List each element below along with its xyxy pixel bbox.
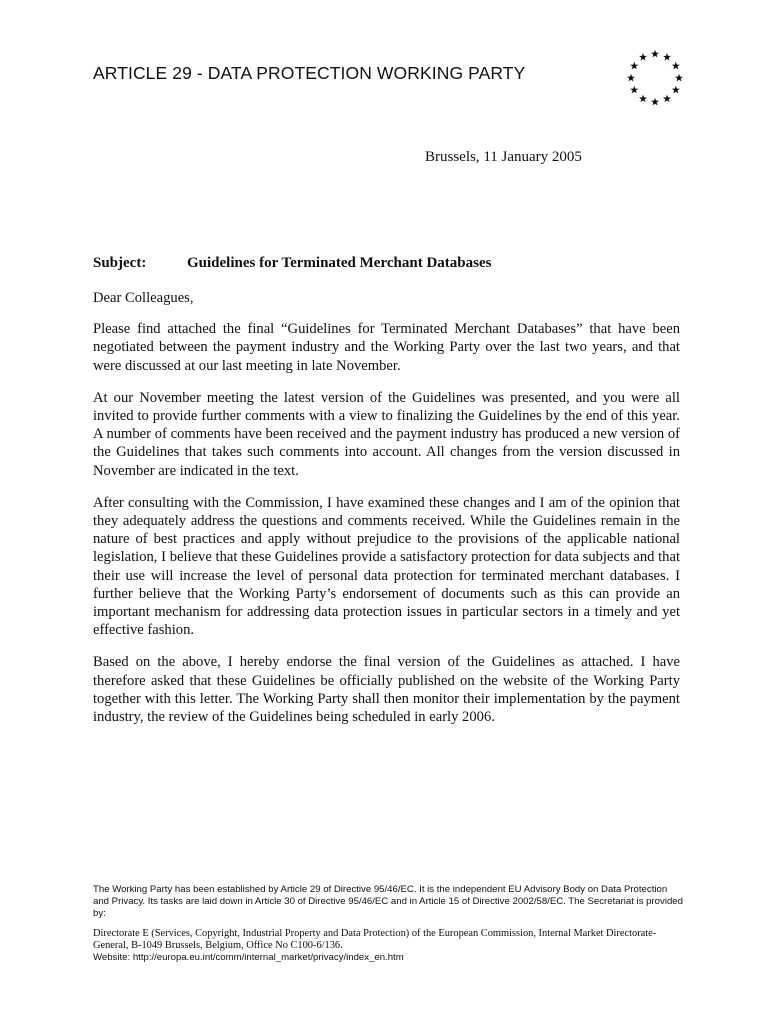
star-icon	[663, 95, 671, 103]
subject-line	[93, 255, 491, 272]
greeting: Dear Colleagues,	[93, 290, 194, 306]
paragraph-2: At our November meeting the latest version of the Guidelines was presented, and you were all invited to provide further comments with a view to finalizing the Guidelines by the end of this year. A number of comments have been received and the payment industry has produced a new version of the Guidelines that takes such comments into account. All changes from the version discussed in November are indicated in the text.	[93, 389, 680, 479]
footer-establishment: The Working Party has been established by Article 29 of Directive 95/46/EC. It is the independent EU Advisory Body on Data Protection and Privacy. Its tasks are laid down in Article 30 of Directive 95/46/EC and in Article 15 of Directive 2002/58/EC. The Secretariat is provided by:	[93, 884, 683, 920]
letter-body	[93, 289, 680, 740]
star-icon	[675, 74, 683, 82]
star-icon	[639, 53, 647, 61]
star-icon	[651, 50, 659, 58]
star-icon	[672, 86, 680, 94]
paragraph-3: After consulting with the Commission, I have examined these changes and I am of the opinion that they adequately address the questions and comments received. While the Guidelines remain in the nature of best practices and apply without prejudice to the provisions of the applicable national legislation, I believe that these Guidelines provide a satisfactory protection for data subjects and that their use will increase the level of personal data protection for terminated merchant databases. I further believe that the Working Party’s endorsement of documents such as this can provide an important mechanism for addressing data protection issues in particular sectors in a timely and yet effective fashion.	[93, 494, 680, 639]
footer-website: Website: http://europa.eu.int/comm/internal_market/privacy/index_en.htm	[93, 952, 404, 964]
star-icon	[639, 95, 647, 103]
footer-directorate: Directorate E (Services, Copyright, Industrial Property and Data Protection) of the European Commission, Internal Market Directorate-General, B-1049 Brussels, Belgium, Office No C100-6/136.	[93, 927, 657, 951]
star-icon	[663, 53, 671, 61]
star-icon	[630, 62, 638, 70]
paragraph-4: Based on the above, I hereby endorse the final version of the Guidelines as attached. I have therefore asked that these Guidelines be officially published on the website of the Working Party together with this letter. The Working Party shall then monitor their implementation by the payment industry, the review of the Guidelines being scheduled in early 2006.	[93, 654, 680, 726]
star-icon	[630, 86, 638, 94]
star-icon	[651, 98, 659, 106]
document-title: ARTICLE 29 - DATA PROTECTION WORKING PARTY	[93, 63, 526, 83]
eu-stars-icon	[625, 48, 685, 108]
star-icon	[672, 62, 680, 70]
star-icon	[627, 74, 635, 82]
subject-label: Subject:	[93, 255, 147, 271]
subject-text: Guidelines for Terminated Merchant Databases	[187, 255, 492, 271]
date-line: Brussels, 11 January 2005	[425, 149, 582, 165]
paragraph-1: Please find attached the final “Guidelines for Terminated Merchant Databases” that have been negotiated between the payment industry and the Working Party over the last two years, and that were discussed at our last meeting in late November.	[93, 321, 680, 374]
page-footer	[93, 884, 683, 964]
